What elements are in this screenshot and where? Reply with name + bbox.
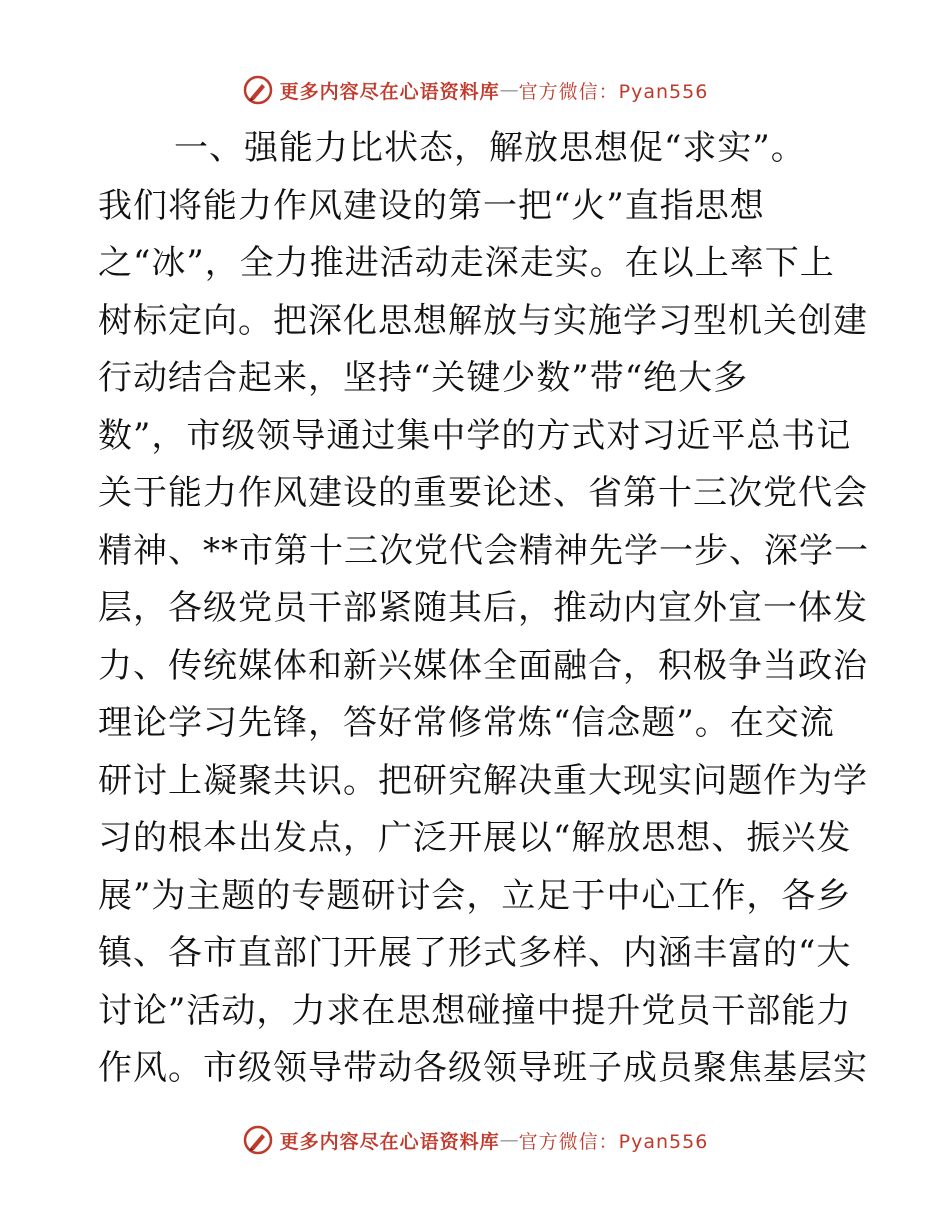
body-line: 讨论”活动，力求在思想碰撞中提升党员干部能力 [98, 990, 852, 1031]
banner-wechat-text: 官方微信：Pyan556 [518, 1130, 709, 1153]
body-line: 作风。市级领导带动各级领导班子成员聚焦基层实 [98, 1048, 868, 1088]
body-line: 层，各级党员干部紧随其后，推动内宣外宣一体发 [98, 588, 868, 628]
pen-logo-icon [242, 1124, 274, 1156]
body-line: 之“冰”，全力推进活动走深走实。在以上率下上 [98, 243, 835, 283]
pen-logo-icon [242, 74, 274, 106]
banner-brand-text: 更多内容尽在心语资料库 [279, 80, 500, 103]
banner-separator: — [499, 79, 519, 101]
footer-banner [0, 1120, 950, 1160]
document-body [98, 120, 869, 1098]
body-line: 一、强能力比状态，解放思想促“求实”。 [174, 128, 806, 168]
body-line: 我们将能力作风建设的第一把“火”直指思想 [98, 185, 765, 226]
banner-separator: — [499, 1129, 519, 1151]
body-line: 关于能力作风建设的重要论述、省第十三次党代会 [98, 473, 868, 513]
banner-wechat-text: 官方微信：Pyan556 [518, 80, 709, 103]
banner-brand-text: 更多内容尽在心语资料库 [279, 1130, 500, 1153]
body-line: 树标定向。把深化思想解放与实施学习型机关创建 [98, 300, 868, 341]
body-line: 行动结合起来，坚持“关键少数”带“绝大多 [98, 358, 749, 398]
body-line: 理论学习先锋，答好常修常炼“信念题”。在交流 [98, 703, 835, 743]
body-line: 力、传统媒体和新兴媒体全面融合，积极争当政治 [98, 645, 868, 686]
body-line: 镇、各市直部门开展了形式多样、内涵丰富的“大 [98, 933, 852, 973]
body-line: 展”为主题的专题研讨会，立足于中心工作，各乡 [98, 875, 852, 916]
header-banner [0, 70, 950, 110]
body-line: 习的根本出发点，广泛开展以“解放思想、振兴发 [98, 818, 852, 858]
body-line: 数”，市级领导通过集中学的方式对习近平总书记 [98, 415, 852, 456]
body-line: 研讨上凝聚共识。把研究解决重大现实问题作为学 [98, 760, 868, 801]
body-line: 精神、**市第十三次党代会精神先学一步、深学一 [98, 530, 869, 571]
